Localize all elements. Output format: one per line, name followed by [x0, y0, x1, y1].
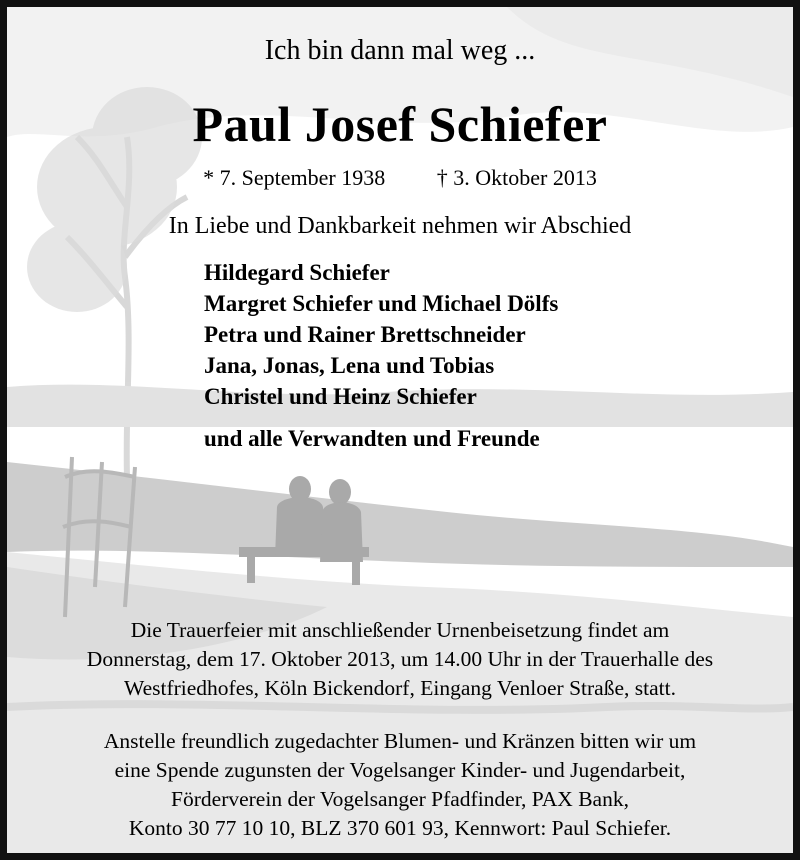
funeral-line: Die Trauerfeier mit anschließender Urnenbeisetzung findet am [130, 618, 670, 642]
mourner-item: Petra und Rainer Brettschneider [204, 322, 526, 347]
motto: Ich bin dann mal weg ... [264, 35, 536, 66]
relatives-line: und alle Verwandten und Freunde [204, 426, 540, 451]
mourner-item: Hildegard Schiefer [204, 260, 390, 285]
donation-line: Konto 30 77 10 10, BLZ 370 601 93, Kennwort: Paul Schiefer. [128, 816, 672, 840]
farewell-line: In Liebe und Dankbarkeit nehmen wir Abschied [168, 213, 632, 239]
mourners-list [204, 257, 558, 412]
funeral-details [7, 616, 793, 703]
birth-date: * 7. September 1938 [203, 165, 386, 190]
mourner-item: Christel und Heinz Schiefer [204, 384, 477, 409]
mourner-item: Margret Schiefer und Michael Dölfs [204, 291, 559, 316]
funeral-line: Donnerstag, dem 17. Oktober 2013, um 14.00 Uhr in der Trauerhalle des [86, 647, 714, 671]
life-dates [7, 165, 793, 191]
death-date: † 3. Oktober 2013 [436, 165, 597, 190]
donation-line: Anstelle freundlich zugedachter Blumen- und Kränzen bitten wir um [103, 729, 697, 753]
donation-line: Förderverein der Vogelsanger Pfadfinder, PAX Bank, [171, 787, 629, 811]
donation-request [7, 727, 793, 843]
mourner-item: Jana, Jonas, Lena und Tobias [204, 353, 495, 378]
deceased-name: Paul Josef Schiefer [192, 96, 608, 152]
donation-line: eine Spende zugunsten der Vogelsanger Kinder- und Jugendarbeit, [114, 758, 686, 782]
funeral-line: Westfriedhofes, Köln Bickendorf, Eingang Venloer Straße, statt. [124, 676, 676, 700]
